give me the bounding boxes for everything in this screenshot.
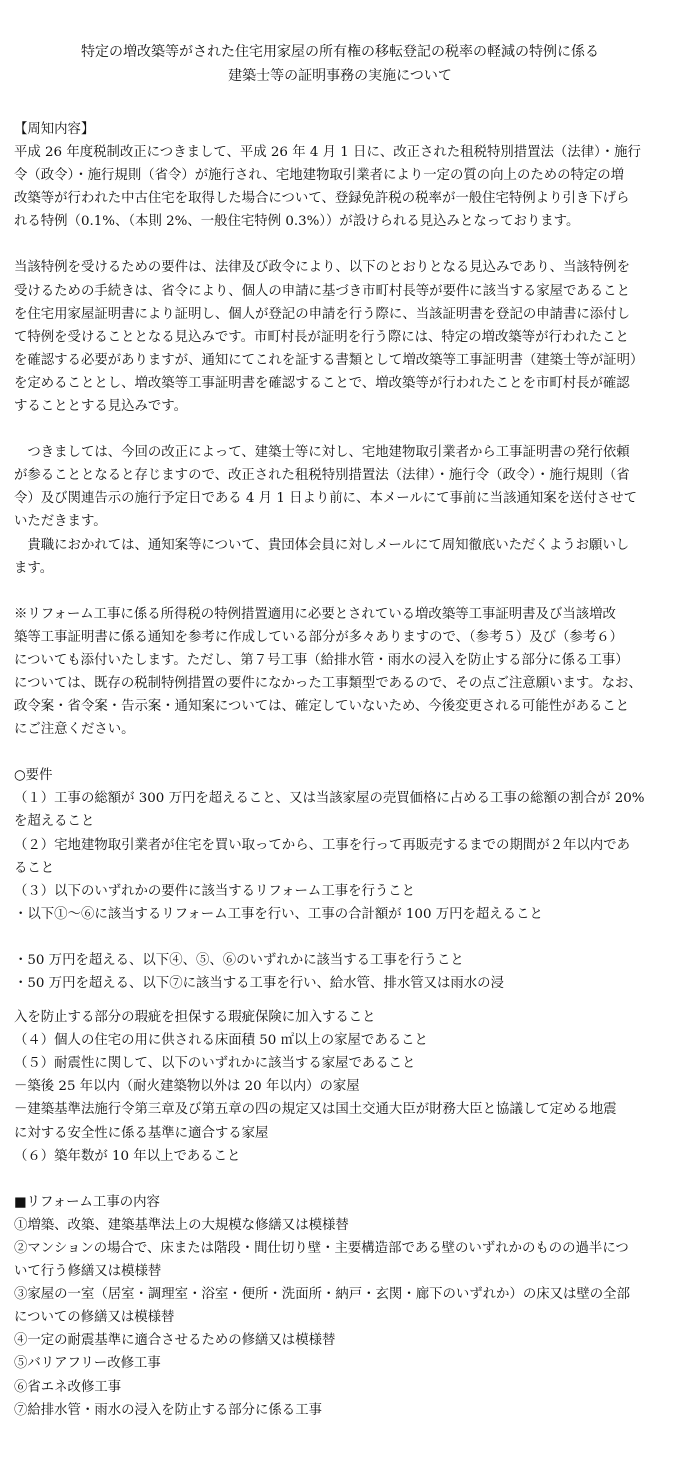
paragraph-line: については、既存の税制特例措置の要件になかった工事類型であるので、その点ご注意願います。なお、 — [14, 675, 642, 691]
condition-line: （３）以下のいずれかの要件に該当するリフォーム工事を行うこと — [14, 883, 416, 899]
conditions-heading: ○要件 — [14, 768, 53, 784]
paragraph-line: が参ることとなると存じますので、改正された租税特別措置法（法律）・施行令（政令）・施行規則（省 — [14, 468, 630, 484]
work-item: ⑥省エネ改修工事 — [14, 1379, 122, 1395]
request-section — [14, 441, 666, 580]
paragraph-line: を住宅用家屋証明書により証明し、個人が登記の申請を行う際に、当該証明書を登記の申請書に添付し — [14, 306, 630, 322]
paragraph-line: を定めることとし、増改築等工事証明書を確認することで、増改築等が行われたことを市町村長が確認 — [14, 375, 630, 391]
paragraph-line: れる特例（0.1%、（本則 2%、一般住宅特例 0.3%））が設けられる見込みとなっております。 — [14, 214, 580, 230]
paragraph-line: 築等工事証明書に係る通知を参考に作成している部分が多々ありますので、（参考５）及び（参考６） — [14, 629, 623, 645]
paragraph-line: ※リフォーム工事に係る所得税の特例措置適用に必要とされている増改築等工事証明書及び当該増改 — [14, 606, 616, 622]
condition-line: （５）耐震性に関して、以下のいずれかに該当する家屋であること — [14, 1056, 416, 1072]
paragraph-line: 平成 26 年度税制改正につきまして、平成 26 年 4 月 1 日に、改正された租税特別措置法（法律）・施行 — [14, 145, 641, 161]
condition-line: －建築基準法施行令第三章及び第五章の四の規定又は国土交通大臣が財務大臣と協議して定める地震 — [14, 1102, 617, 1118]
condition-line: －築後 25 年以内（耐火建築物以外は 20 年以内）の家屋 — [14, 1079, 360, 1095]
work-item: ①増築、改築、建築基準法上の大規模な修繕又は模様替 — [14, 1217, 349, 1233]
condition-line: を超えること — [14, 814, 95, 830]
requirements-text-section — [14, 256, 666, 418]
notice-section — [14, 118, 666, 233]
paragraph-line: 令）及び関連告示の施行予定日である 4 月 1 日より前に、本メールにて事前に当該通知案を送付させて — [14, 491, 637, 507]
condition-line: （２）宅地建物取引業者が住宅を買い取ってから、工事を行って再販売するまでの期間が２年以内であ — [14, 837, 630, 853]
works-section — [14, 1191, 666, 1422]
work-item: ③家屋の一室（居室・調理室・浴室・便所・洗面所・納戸・玄関・廊下のいずれか）の床又は壁の全部 — [14, 1287, 630, 1303]
condition-line: （１）工事の総額が 300 万円を超えること、又は当該家屋の売買価格に占める工事の総額の割合が 20% — [14, 791, 645, 807]
notice-heading: 【周知内容】 — [14, 122, 95, 137]
paragraph-line: いただきます。 — [14, 514, 107, 530]
work-item: ⑦給排水管・雨水の浸入を防止する部分に係る工事 — [14, 1402, 322, 1418]
paragraph-line: 改築等が行われた中古住宅を取得した場合について、登録免許税の税率が一般住宅特例より引き下げら — [14, 191, 630, 207]
conditions-section — [14, 764, 666, 1168]
works-heading: ■リフォーム工事の内容 — [14, 1194, 160, 1210]
paragraph-line: することとする見込みです。 — [14, 399, 188, 415]
title-line-1: 特定の増改築等がされた住宅用家屋の所有権の移転登記の税率の軽減の特例に係る — [81, 44, 599, 60]
paragraph-line: 令（政令）・施行規則（省令）が施行され、宅地建物取引業者により一定の質の向上のための特定の増 — [14, 168, 625, 184]
paragraph-line: 政令案・省令案・告示案・通知案については、確定していないため、今後変更される可能性があること — [14, 699, 630, 715]
note-section — [14, 603, 666, 742]
condition-line: ・50 万円を超える、以下④、⑤、⑥のいずれかに該当する工事を行うこと — [14, 952, 464, 968]
condition-line: ること — [14, 860, 55, 876]
paragraph-line: についても添付いたします。ただし、第７号工事（給排水管・雨水の浸入を防止する部分に係る工事） — [14, 652, 629, 668]
condition-line: ・50 万円を超える、以下⑦に該当する工事を行い、給水管、排水管又は雨水の浸 — [14, 976, 504, 991]
document-title — [14, 40, 666, 88]
work-item: ④一定の耐震基準に適合させるための修繕又は模様替 — [14, 1333, 336, 1349]
paragraph-line: を確認する必要がありますが、通知にてこれを証する書類として増改築等工事証明書（建築士等が証明） — [14, 352, 644, 368]
condition-line: に対する安全性に係る基準に適合する家屋 — [14, 1125, 269, 1141]
paragraph-line: 当該特例を受けるための要件は、法律及び政令により、以下のとおりとなる見込みであり、当該特例を — [14, 260, 630, 276]
condition-line: ・以下①～⑥に該当するリフォーム工事を行い、工事の合計額が 100 万円を超えること — [14, 906, 543, 922]
work-item: ⑤バリアフリー改修工事 — [14, 1356, 161, 1372]
work-item: いて行う修繕又は模様替 — [14, 1264, 162, 1280]
work-item: ②マンションの場合で、床または階段・間仕切り壁・主要構造部である壁のいずれかのものの過半につ — [14, 1240, 629, 1256]
paragraph-line: 貴職におかれては、通知案等について、貴団体会員に対しメールにて周知徹底いただくようお願いし — [14, 537, 630, 553]
condition-line: 入を防止する部分の瑕疵を担保する瑕疵保険に加入すること — [14, 1010, 376, 1026]
paragraph-line: つきましては、今回の改正によって、建築士等に対し、宅地建物取引業者から工事証明書の発行依頼 — [14, 445, 630, 461]
work-item: についての修繕又は模様替 — [14, 1310, 175, 1326]
paragraph-line: ます。 — [14, 560, 54, 576]
title-line-2: 建築士等の証明事務の実施について — [228, 68, 452, 84]
condition-line: （４）個人の住宅の用に供される床面積 50 ㎡以上の家屋であること — [14, 1033, 428, 1049]
paragraph-line: 受けるための手続きは、省令により、個人の申請に基づき市町村長等が要件に該当する家屋であること — [14, 283, 630, 299]
paragraph-line: にご注意ください。 — [14, 722, 135, 738]
condition-line: （６）築年数が 10 年以上であること — [14, 1148, 241, 1164]
paragraph-line: て特例を受けることとなる見込みです。市町村長が証明を行う際には、特定の増改築等が行われたこと — [14, 329, 629, 345]
